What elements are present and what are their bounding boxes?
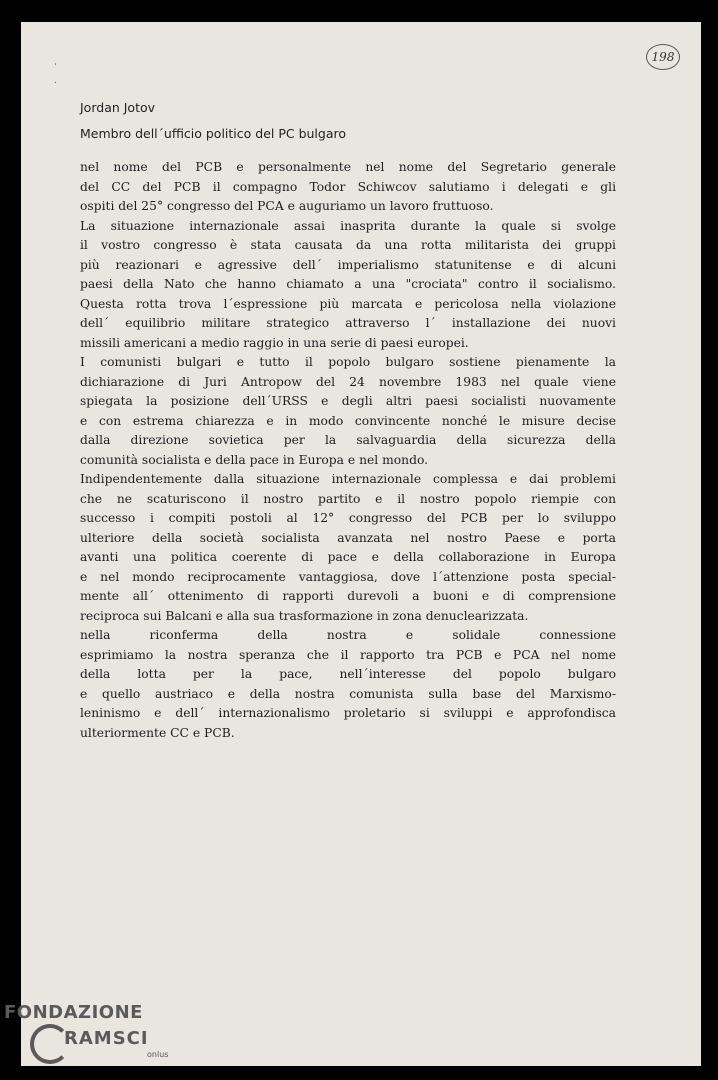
body-line: più reazionari e agressive dell´ imperialismo statunitense e di alcuni [80, 257, 616, 272]
body-line: missili americani a medio raggio in una serie di paesi europei. [80, 335, 469, 350]
watermark-line1: FONDAZIONE [4, 1002, 143, 1023]
author-name: Jordan Jotov [80, 100, 156, 115]
body-line: dalla direzione sovietica per la salvaguardia della sicurezza della [80, 433, 616, 447]
body-line: ulteriormente CC e PCB. [80, 725, 235, 740]
body-line: comunità socialista e della pace in Europa e nel mondo. [80, 452, 429, 467]
body-line: La situazione internazionale assai inasprita durante la quale si svolge [80, 218, 616, 233]
body-line: avanti una politica coerente di pace e della collaborazione in Europa [80, 550, 616, 564]
author-role: Membro dell´ufficio politico del PC bulgaro [80, 126, 347, 141]
margin-mark: ' [53, 62, 58, 71]
body-line: paesi della Nato che hanno chiamato a una "crociata" contro il socialismo. [80, 277, 616, 291]
body-line: del CC del PCB il compagno Todor Schiwcov salutiamo i delegati e gli [80, 179, 616, 194]
body-line: leninismo e dell´ internazionalismo proletario si sviluppi e approfondisca [80, 706, 616, 720]
body-line: reciproca sui Balcani e alla sua trasformazione in zona denuclearizzata. [80, 608, 529, 623]
body-line: nella riconferma della nostra e solidale connessione [80, 628, 616, 642]
body-line: Questa rotta trova l´espressione più marcata e pericolosa nella violazione [80, 296, 616, 311]
body-line: dell´ equilibrio militare strategico attraverso l´ installazione dei nuovi [80, 316, 616, 330]
body-line: nel nome del PCB e personalmente nel nome del Segretario generale [80, 160, 616, 174]
body-line: ulteriore della società socialista avanzata nel nostro Paese e porta [80, 530, 616, 545]
page-number: 198 [646, 44, 680, 70]
watermark-line2: RAMSCI [64, 1028, 149, 1049]
body-line: dichiarazione di Juri Antropow del 24 novembre 1983 nel quale viene [80, 374, 616, 389]
body-line: esprimiamo la nostra speranza che il rapporto tra PCB e PCA nel nome [80, 647, 616, 662]
body-line: e nel mondo reciprocamente vantaggiosa, dove l´attenzione posta special- [80, 569, 616, 584]
body-line: il vostro congresso è stata causata da una rotta militarista dei gruppi [80, 238, 616, 252]
body-line: Indipendentemente dalla situazione internazionale complessa e dai problemi [80, 472, 616, 486]
watermark-suffix: onlus [147, 1050, 169, 1059]
body-line: che ne scaturiscono il nostro partito e il nostro popolo riempie con [80, 491, 616, 506]
body-line: e con estrema chiarezza e in modo convincente nonché le misure decise [80, 413, 616, 428]
body-line: spiegata la posizione dell´URSS e degli altri paesi socialisti nuovamente [80, 394, 616, 408]
body-line: mente all´ ottenimento di rapporti durevoli a buoni e di comprensione [80, 589, 616, 603]
body-line: ospiti del 25° congresso del PCA e auguriamo un lavoro fruttuoso. [80, 199, 494, 213]
letter-body [80, 158, 616, 743]
fondazione-gramsci-watermark [4, 1000, 184, 1080]
margin-mark: · [53, 78, 58, 87]
body-line: della lotta per la pace, nell´interesse del popolo bulgaro [80, 667, 616, 681]
body-line: e quello austriaco e della nostra comunista sulla base del Marxismo- [80, 686, 616, 701]
body-line: successo i compiti postoli al 12° congresso del PCB per lo sviluppo [80, 511, 616, 525]
body-line: I comunisti bulgari e tutto il popolo bulgaro sostiene pienamente la [80, 355, 616, 369]
